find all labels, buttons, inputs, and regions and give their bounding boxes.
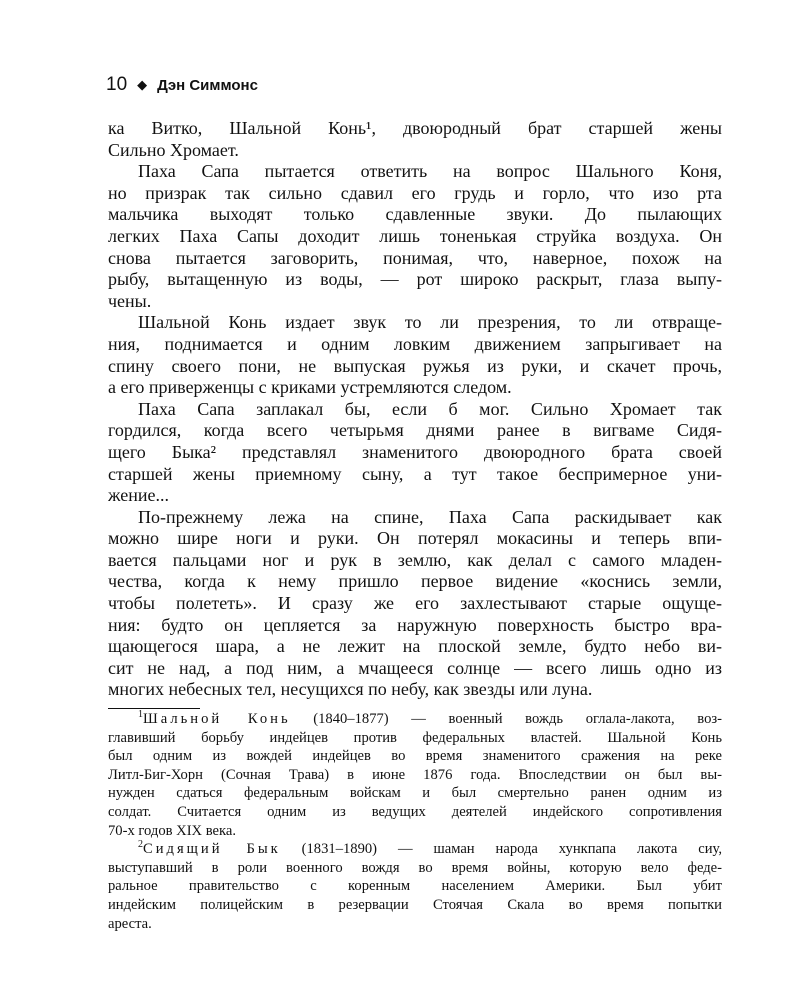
footnotes	[108, 710, 722, 933]
text-line: но призрак так сильно сдавил его грудь и горло, что изо рта	[108, 182, 722, 203]
text-line: чества, когда к нему пришло первое видение «коснись земли,	[108, 571, 722, 592]
text-line: сит не над, а под ним, а мчащееся солнце — всего лишь одно из	[108, 657, 722, 678]
paragraph	[108, 118, 722, 161]
footnote-line: солдат. Считается одним из ведущих деятелей индейского сопротивления	[108, 803, 722, 820]
footnote-mark: 1	[138, 710, 143, 721]
paragraph	[108, 507, 722, 701]
text-line: а его приверженцы с криками устремляются следом.	[108, 377, 512, 398]
text-line: Паха Сапа заплакал бы, если б мог. Сильно Хромает так	[138, 398, 722, 419]
text-line: легких Паха Сапы доходит лишь тоненькая струйка воздуха. Он	[108, 225, 722, 246]
page-number: 10	[106, 74, 128, 95]
footnote-line: 70-х годов XIX века.	[108, 822, 237, 839]
text-line: снова пытается заговорить, понимая, что, наверное, похож на	[108, 247, 722, 268]
footnote-name: Шальной Конь	[143, 711, 291, 727]
footnote-line: был одним из вождей индейцев во время знаменитого сражения на реке	[108, 748, 722, 765]
footnote-line: нужден сдаться федеральным войскам и был смертельно ранен одним из	[108, 785, 722, 802]
text-line: чтобы полететь». И сразу же его захлестывают старые ощуще-	[108, 593, 722, 614]
paragraph	[108, 312, 722, 398]
paragraph	[108, 399, 722, 507]
text-line: можно шире ноги и руки. Он потерял мокасины и теперь впи-	[108, 528, 722, 549]
text-line: мальчика выходят только сдавленные звуки. До пылающих	[108, 204, 722, 225]
text-line: жение...	[108, 485, 169, 506]
text-line: Сильно Хромает.	[108, 139, 239, 160]
text-line: щающегося шара, а не лежит на плоской земле, будто небо ви-	[108, 636, 722, 657]
diamond-separator-icon: ◆	[137, 77, 148, 92]
footnote-name: Сидящий Бык	[143, 841, 281, 858]
text-line: вается пальцами ног и рук в землю, как делал с самого младен-	[108, 549, 722, 570]
footnote-line	[108, 840, 722, 859]
text-line: гордился, когда всего четырьмя днями ранее в вигваме Сидя-	[108, 420, 722, 441]
footnote-text: (1840–1877) — военный вождь оглала-лакота, воз-	[290, 711, 722, 727]
text-line: рыбу, вытащенную из воды, — рот широко раскрыт, глаза выпу-	[108, 269, 722, 290]
text-line: старшей жены приемному сыну, а тут такое беспримерное уни-	[108, 463, 722, 484]
footnote-line: ареста.	[108, 915, 152, 932]
footnote-line: индейским полицейским в резервации Стоячая Скала во время попытки	[108, 896, 722, 913]
text-line: чены.	[108, 290, 152, 311]
text-line: спину своего пони, не выпуская ружья из руки, и скачет прочь,	[108, 355, 722, 376]
text-line: ния: будто он цепляется за наружную поверхность быстро вра-	[108, 614, 722, 635]
body-text	[108, 118, 722, 701]
footnote	[108, 710, 722, 840]
footnote-divider	[108, 708, 200, 709]
footnote-line: главивший борьбу индейцев против федеральных властей. Шальной Конь	[108, 729, 722, 746]
footnote-line	[108, 710, 722, 729]
text-line: Шальной Конь издает звук то ли презрения, то ли отвраще-	[138, 312, 722, 333]
text-line: По-прежнему лежа на спине, Паха Сапа раскидывает как	[138, 506, 722, 527]
footnote-text: (1831–1890) — шаман народа хункпапа лакота сиу,	[280, 841, 722, 858]
footnote-mark: 2	[138, 840, 143, 851]
text-line: ка Витко, Шальной Конь¹, двоюродный брат старшей жены	[108, 118, 722, 138]
footnote-line: Литл-Биг-Хорн (Сочная Трава) в июне 1876 года. Впоследствии он был вы-	[108, 766, 722, 783]
footnote-line: выступавший в роли военного вождя во время войны, которую вело феде-	[108, 859, 722, 876]
running-header	[106, 74, 258, 96]
text-line: ния, поднимается и одним ловким движением запрыгивает на	[108, 333, 722, 354]
footnote-line: ральное правительство с коренным населением Америки. Был убит	[108, 878, 722, 895]
text-line: Паха Сапа пытается ответить на вопрос Шального Коня,	[138, 161, 722, 182]
text-line: щего Быка² представлял знаменитого двоюродного брата своей	[108, 441, 722, 462]
paragraph	[108, 161, 722, 312]
text-line: многих небесных тел, несущихся по небу, как звезды или луна.	[108, 679, 593, 700]
footnote	[108, 840, 722, 933]
author-name: Дэн Симмонс	[157, 76, 258, 94]
